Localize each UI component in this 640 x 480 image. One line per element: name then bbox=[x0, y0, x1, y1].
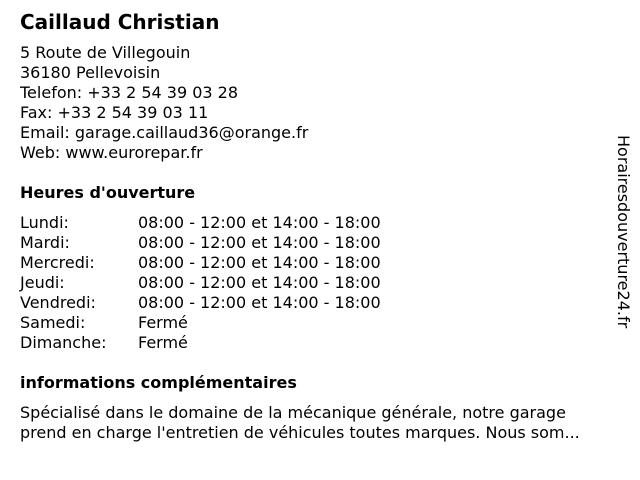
day-label: Mardi: bbox=[20, 233, 70, 252]
opening-hours-title: Heures d'ouverture bbox=[20, 183, 196, 202]
address-city: 36180 Pellevoisin bbox=[20, 63, 161, 82]
day-label: Lundi: bbox=[20, 213, 69, 232]
website-watermark: Horairesdouverture24.fr bbox=[614, 135, 633, 329]
address-street: 5 Route de Villegouin bbox=[20, 43, 191, 62]
phone-line: Telefon: +33 2 54 39 03 28 bbox=[20, 83, 239, 102]
hours-row-friday bbox=[20, 293, 440, 313]
day-label: Jeudi: bbox=[20, 273, 65, 292]
time-value: 08:00 - 12:00 et 14:00 - 18:00 bbox=[138, 213, 381, 232]
time-value: Fermé bbox=[138, 313, 188, 332]
hours-row-monday bbox=[20, 213, 440, 233]
hours-row-thursday bbox=[20, 273, 440, 293]
time-value: 08:00 - 12:00 et 14:00 - 18:00 bbox=[138, 293, 381, 312]
info-text-line-2: prend en charge l'entretien de véhicules toutes marques. Nous som... bbox=[20, 423, 580, 442]
business-name: Caillaud Christian bbox=[20, 10, 220, 34]
hours-row-sunday bbox=[20, 333, 440, 353]
additional-info-title: informations complémentaires bbox=[20, 373, 297, 392]
hours-row-tuesday bbox=[20, 233, 440, 253]
time-value: 08:00 - 12:00 et 14:00 - 18:00 bbox=[138, 233, 381, 252]
time-value: 08:00 - 12:00 et 14:00 - 18:00 bbox=[138, 253, 381, 272]
day-label: Dimanche: bbox=[20, 333, 107, 352]
business-card bbox=[20, 0, 620, 480]
hours-row-saturday bbox=[20, 313, 440, 333]
day-label: Samedi: bbox=[20, 313, 86, 332]
fax-line: Fax: +33 2 54 39 03 11 bbox=[20, 103, 209, 122]
time-value: Fermé bbox=[138, 333, 188, 352]
web-line: Web: www.eurorepar.fr bbox=[20, 143, 203, 162]
day-label: Vendredi: bbox=[20, 293, 96, 312]
time-value: 08:00 - 12:00 et 14:00 - 18:00 bbox=[138, 273, 381, 292]
email-line: Email: garage.caillaud36@orange.fr bbox=[20, 123, 309, 142]
hours-row-wednesday bbox=[20, 253, 440, 273]
day-label: Mercredi: bbox=[20, 253, 95, 272]
info-text-line-1: Spécialisé dans le domaine de la mécanique générale, notre garage bbox=[20, 403, 566, 422]
